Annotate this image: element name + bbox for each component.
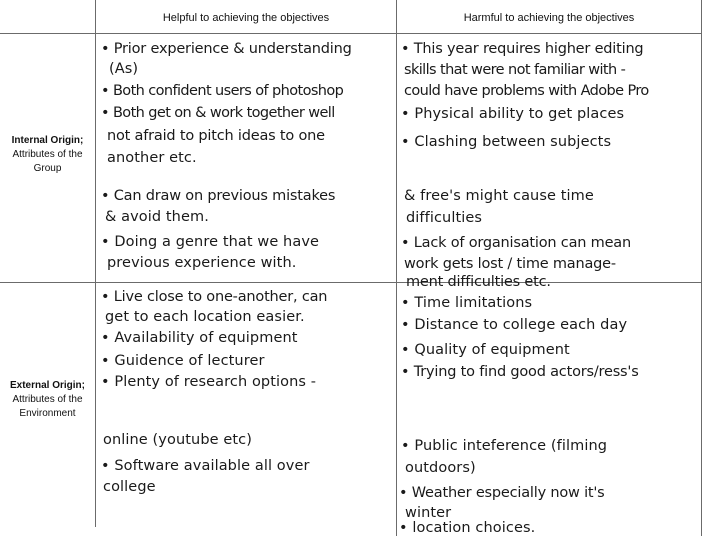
- strength-line: • Both get on & work together well: [101, 105, 335, 121]
- weakness-line: • This year requires higher editing: [401, 41, 644, 57]
- weakness-line: • Physical ability to get places: [401, 106, 625, 122]
- weakness-line: difficulties: [406, 210, 483, 226]
- strength-line: • Doing a genre that we have: [101, 234, 320, 250]
- row-label-internal-sub2: Group: [33, 163, 62, 174]
- opportunity-line: • Plenty of research options -: [101, 374, 317, 390]
- row-label-external: [0, 379, 95, 421]
- weakness-line: work gets lost / time manage-: [404, 256, 616, 272]
- row-label-external-sub1: Attributes of the: [12, 394, 83, 405]
- threat-line: • Distance to college each day: [401, 317, 628, 333]
- weakness-line: ment difficulties etc.: [406, 274, 551, 290]
- row-label-internal: [0, 134, 95, 176]
- opportunity-line: • Live close to one-another, can: [101, 289, 328, 305]
- header-harmful: Harmful to achieving the objectives: [463, 12, 635, 24]
- weakness-line: • Lack of organisation can mean: [401, 235, 631, 251]
- weakness-line: skills that were not familiar with -: [404, 62, 626, 78]
- opportunity-line: • Software available all over: [101, 458, 310, 474]
- row-label-external-sub2: Environment: [19, 408, 76, 419]
- row-label-internal-sub1: Attributes of the: [12, 149, 83, 160]
- opportunity-line: • Guidence of lecturer: [101, 353, 265, 369]
- threat-line: winter: [405, 505, 452, 521]
- strength-line: • Can draw on previous mistakes: [101, 188, 336, 204]
- threat-line: • Weather especially now it's: [399, 485, 605, 501]
- strength-line: • Prior experience & understanding: [101, 41, 352, 57]
- strength-line: & avoid them.: [105, 209, 209, 225]
- opportunity-line: get to each location easier.: [105, 309, 305, 325]
- threat-line: • Public inteference (filming: [401, 438, 608, 454]
- opportunity-line: college: [103, 479, 156, 495]
- grid-line-left: [95, 0, 96, 527]
- strength-line: another etc.: [107, 150, 197, 166]
- threat-line: outdoors): [405, 460, 476, 476]
- threat-line: • Quality of equipment: [401, 342, 570, 358]
- opportunity-line: • Availability of equipment: [101, 330, 298, 346]
- row-label-external-title: External Origin;: [9, 380, 85, 391]
- threat-line: • Trying to find good actors/ress's: [401, 364, 639, 380]
- grid-line-row-divider: [0, 282, 702, 283]
- header-helpful: Helpful to achieving the objectives: [162, 12, 330, 24]
- strength-line: (As): [109, 61, 139, 77]
- weakness-line: & free's might cause time: [404, 188, 594, 204]
- weakness-line: • Clashing between subjects: [401, 134, 612, 150]
- row-label-internal-title: Internal Origin;: [11, 135, 84, 146]
- strength-line: • Both confident users of photoshop: [101, 83, 344, 99]
- grid-line-header: [0, 33, 702, 34]
- threat-line: • Time limitations: [401, 295, 533, 311]
- grid-line-middle: [396, 0, 397, 536]
- strength-line: not afraid to pitch ideas to one: [107, 128, 325, 144]
- weakness-line: could have problems with Adobe Pro: [404, 83, 649, 99]
- strength-line: previous experience with.: [107, 255, 297, 271]
- threat-line: • location choices.: [399, 520, 536, 536]
- opportunity-line: online (youtube etc): [103, 432, 252, 448]
